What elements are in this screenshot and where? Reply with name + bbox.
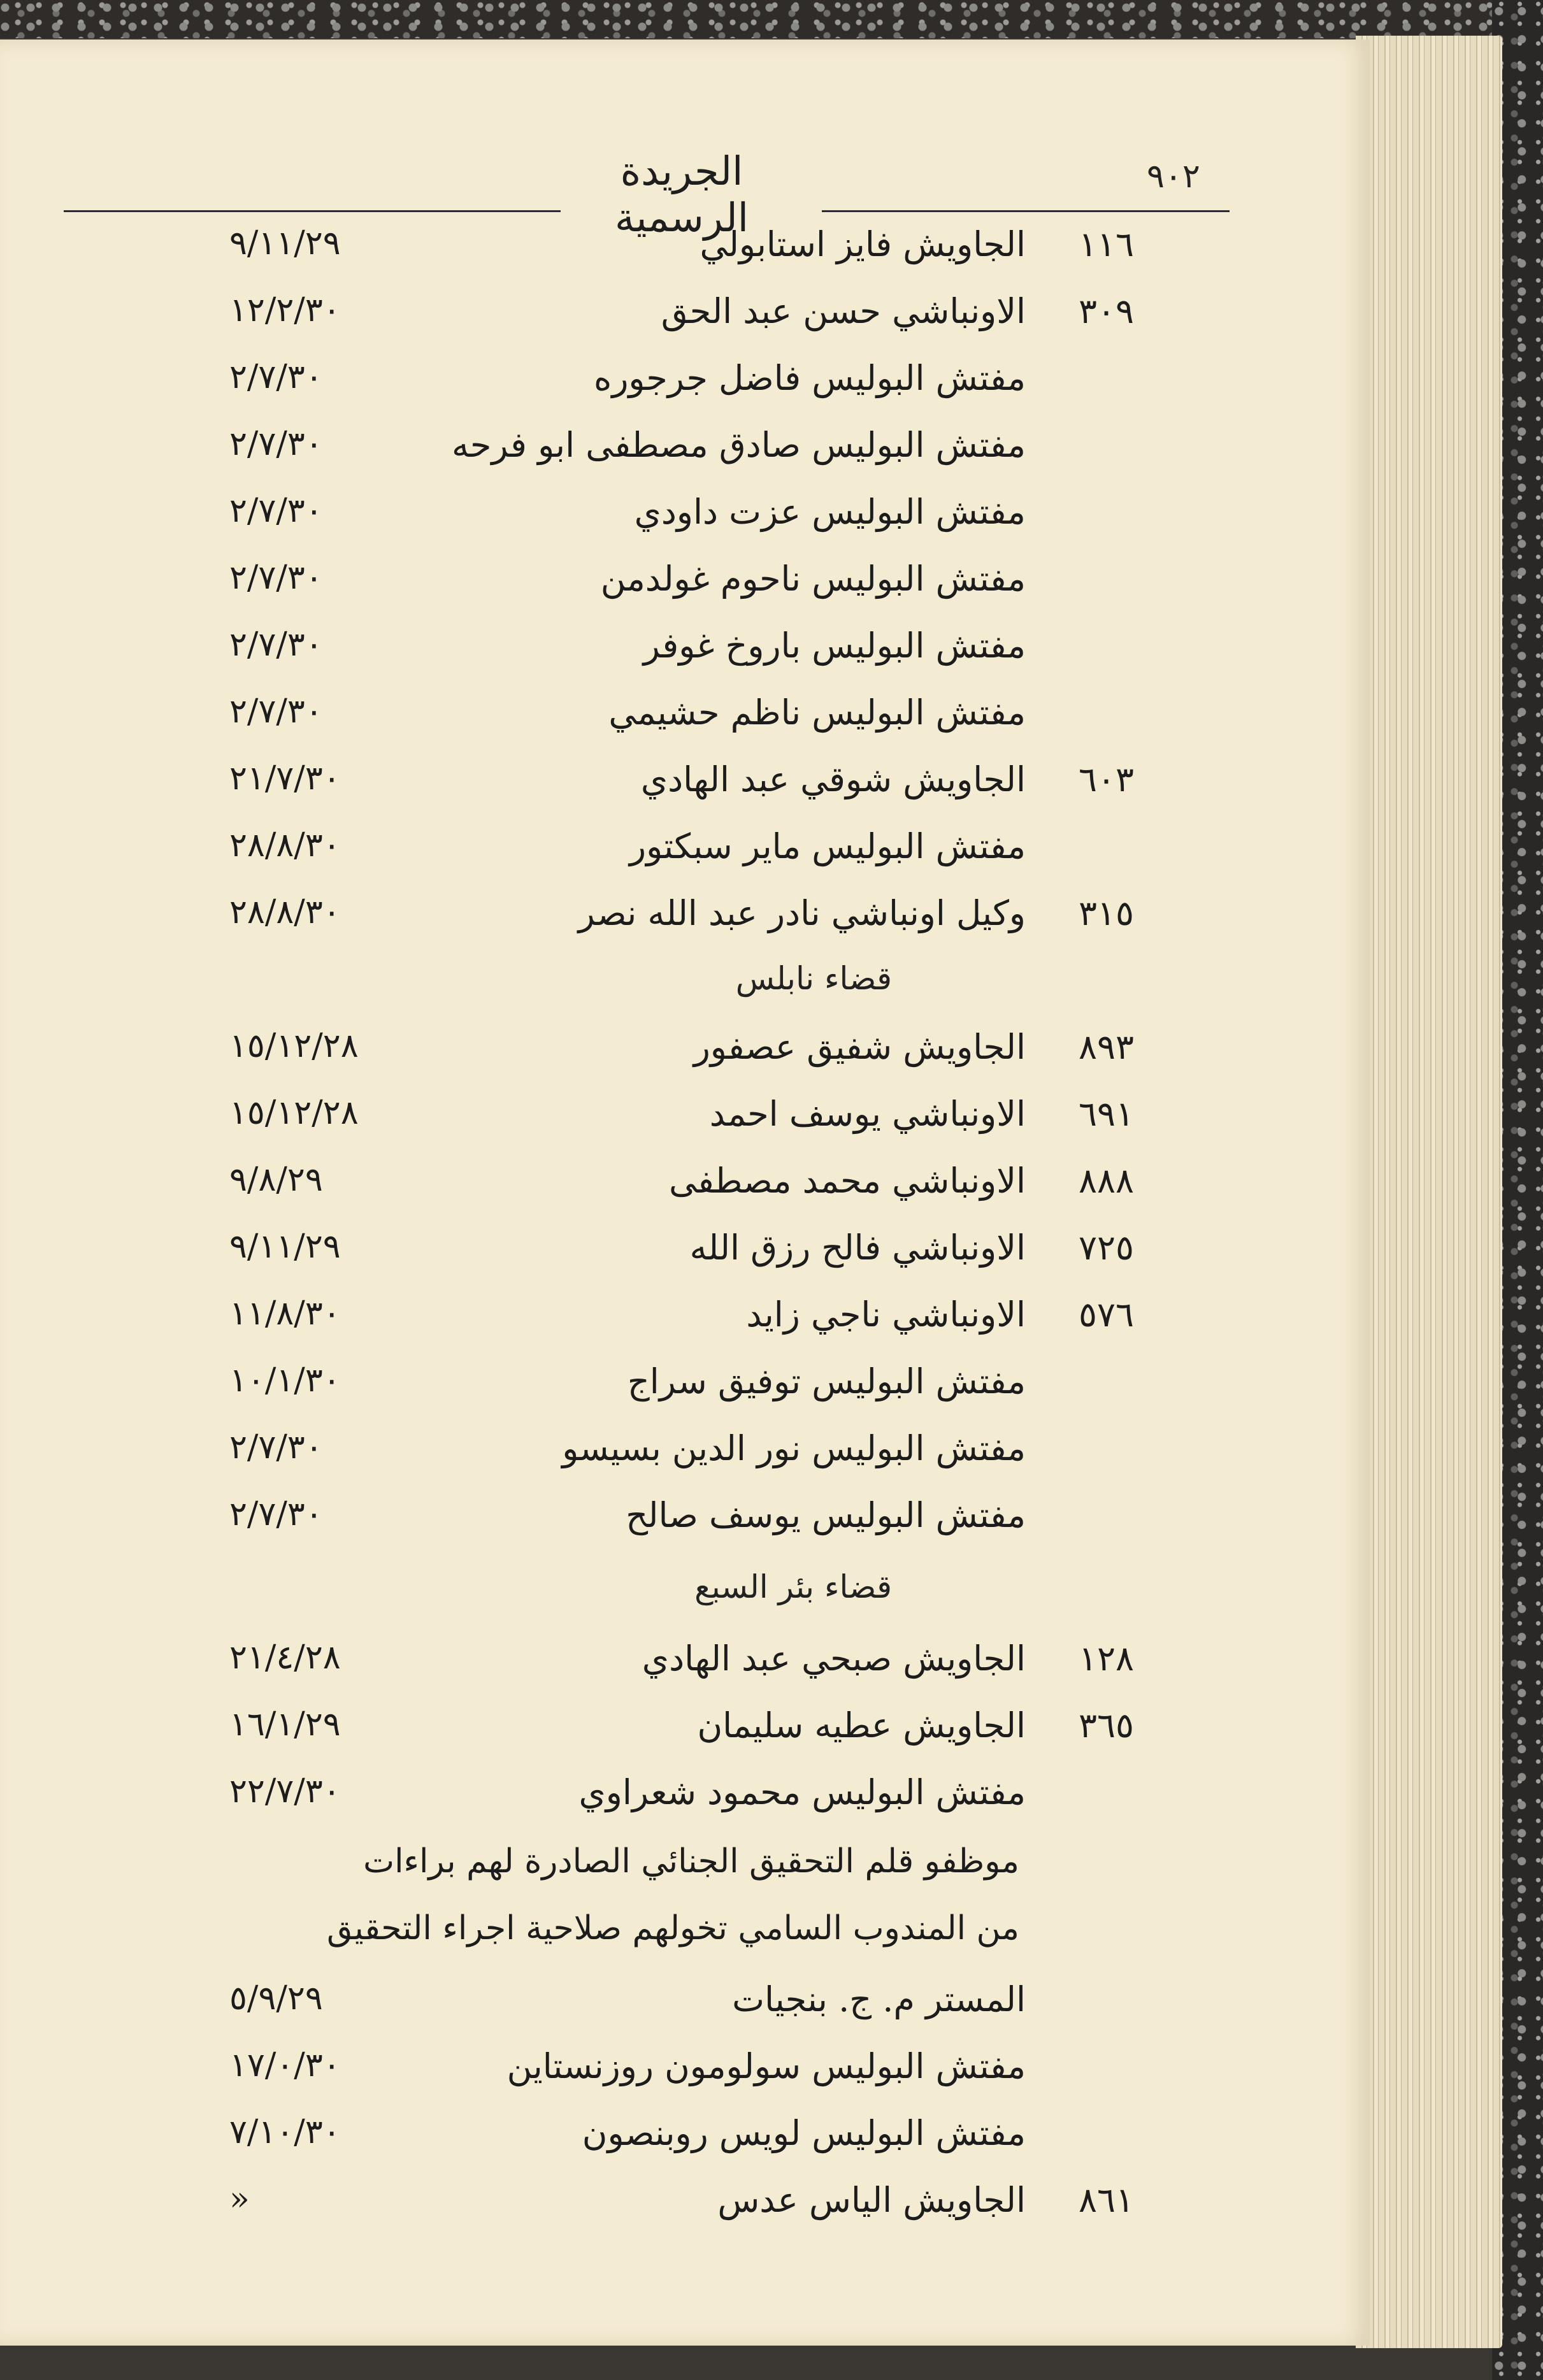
- entry-text: [497, 224, 1134, 264]
- entry-text: [497, 626, 1134, 666]
- entry-text: [452, 425, 1134, 465]
- section-title-nablus: قضاء نابلس: [735, 960, 892, 997]
- list-item: [191, 1228, 1134, 1285]
- note-line-1: موظفو قلم التحقيق الجنائي الصادرة لهم براءات: [363, 1842, 1019, 1881]
- entry-text: [497, 1638, 1134, 1679]
- entry-name: الاونباشي حسن عبد الحق: [661, 291, 1026, 331]
- entry-text: [497, 759, 1134, 799]
- entry-date: ٢/٧/٣٠: [229, 692, 323, 731]
- list-item: [191, 1161, 1134, 1218]
- entry-name: الاونباشي محمد مصطفى: [669, 1161, 1026, 1201]
- list-item: [191, 358, 1134, 415]
- entry-text: [497, 559, 1134, 599]
- entry-number: ٦٩١: [1078, 1094, 1134, 1134]
- entry-name: مفتش البوليس محمود شعراوي: [578, 1772, 1026, 1812]
- document-page: [0, 39, 1370, 2346]
- entry-name: الاونباشي ناجي زايد: [746, 1294, 1026, 1335]
- entry-date: «: [229, 2180, 250, 2218]
- entry-date: ٢/٧/٣٠: [229, 1428, 323, 1466]
- entry-text: [497, 1495, 1134, 1535]
- entry-date: ٢/٧/٣٠: [229, 626, 323, 664]
- list-item: [191, 1705, 1134, 1763]
- entry-text: [497, 1361, 1134, 1401]
- entry-date: ٩/٨/٢٩: [229, 1161, 323, 1199]
- entry-text: [497, 1428, 1134, 1468]
- entry-text: [497, 492, 1134, 532]
- list-item: [191, 626, 1134, 683]
- entry-date: ١٦/١/٢٩: [229, 1705, 341, 1744]
- entry-name: المستر م. ج. بنجيات: [732, 1979, 1026, 2019]
- list-item: [191, 1772, 1134, 1830]
- entry-date: ١٠/١/٣٠: [229, 1361, 341, 1400]
- list-item: [191, 1495, 1134, 1552]
- entry-date: ٢١/٤/٢٨: [229, 1638, 341, 1677]
- entry-date: ٢/٧/٣٠: [229, 559, 323, 597]
- entry-name: الجاويش فايز استابولي: [700, 224, 1026, 264]
- list-item: [191, 1294, 1134, 1352]
- entry-date: ١٧/٠/٣٠: [229, 2046, 341, 2084]
- list-item: [191, 1428, 1134, 1486]
- list-item: [191, 425, 1134, 482]
- list-item: [191, 291, 1134, 348]
- entry-number: ٨٩٣: [1078, 1027, 1134, 1067]
- list-item: [191, 759, 1134, 817]
- entry-name: مفتش البوليس لويس روبنصون: [582, 2113, 1026, 2153]
- entry-name: الجاويش شوقي عبد الهادي: [640, 759, 1026, 799]
- entry-date: ٩/١١/٢٩: [229, 1228, 341, 1266]
- list-item: [191, 1027, 1134, 1084]
- list-item: [191, 1361, 1134, 1419]
- list-item: [191, 826, 1134, 884]
- entry-text: [497, 1161, 1134, 1201]
- book-cover-top: [0, 0, 1543, 38]
- list-item: [191, 1979, 1134, 2037]
- entry-text: [497, 2180, 1134, 2220]
- entry-date: ٢٨/٨/٣٠: [229, 826, 341, 864]
- entry-name: الجاويش الياس عدس: [717, 2180, 1026, 2220]
- entry-text: [497, 1705, 1134, 1746]
- entry-name: الجاويش عطيه سليمان: [697, 1705, 1026, 1746]
- list-item: [191, 1638, 1134, 1696]
- entry-text: [497, 358, 1134, 398]
- entry-text: [497, 1294, 1134, 1335]
- entry-date: ١٥/١٢/٢٨: [229, 1027, 359, 1065]
- entry-number: ٨٨٨: [1078, 1161, 1134, 1201]
- entries-list: [0, 39, 1370, 2346]
- entry-date: ٢/٧/٣٠: [229, 1495, 323, 1533]
- entry-text: [497, 893, 1134, 933]
- entry-name: مفتش البوليس ماير سبكتور: [629, 826, 1026, 866]
- entry-text: [497, 1979, 1134, 2019]
- entry-name: الجاويش شفيق عصفور: [693, 1027, 1026, 1067]
- entry-name: وكيل اونباشي نادر عبد الله نصر: [578, 893, 1026, 933]
- entry-name: مفتش البوليس سولومون روزنستاين: [506, 2046, 1026, 2086]
- entry-text: [497, 1027, 1134, 1067]
- entry-name: مفتش البوليس يوسف صالح: [626, 1495, 1026, 1535]
- entry-name: الاونباشي فالح رزق الله: [689, 1228, 1026, 1268]
- list-item: [191, 559, 1134, 616]
- entry-name: مفتش البوليس عزت داودي: [634, 492, 1026, 532]
- entry-date: ٥/٩/٢٩: [229, 1979, 323, 2018]
- entry-name: مفتش البوليس توفيق سراج: [627, 1361, 1026, 1401]
- entry-date: ٢/٧/٣٠: [229, 492, 323, 530]
- entry-name: الاونباشي يوسف احمد: [709, 1094, 1026, 1134]
- entry-name: مفتش البوليس صادق مصطفى ابو فرحه: [452, 425, 1026, 465]
- note-line-2: من المندوب السامي تخولهم صلاحية اجراء التحقيق: [326, 1909, 1019, 1947]
- entry-date: ١٥/١٢/٢٨: [229, 1094, 359, 1132]
- page-number: ٩٠٢: [1147, 157, 1200, 196]
- entry-text: [497, 692, 1134, 733]
- entry-number: ٧٢٥: [1078, 1228, 1134, 1268]
- page-edges: [1356, 36, 1502, 2348]
- entry-name: مفتش البوليس ناحوم غولدمن: [600, 559, 1026, 599]
- entry-number: ٣٠٩: [1078, 291, 1134, 331]
- entry-number: ١٢٨: [1078, 1638, 1134, 1679]
- entry-number: ٨٦١: [1078, 2180, 1134, 2220]
- entry-text: [497, 1094, 1134, 1134]
- entry-text: [497, 2113, 1134, 2153]
- entry-date: ٢/٧/٣٠: [229, 358, 323, 396]
- list-item: [191, 492, 1134, 549]
- entry-date: ٢/٧/٣٠: [229, 425, 323, 463]
- entry-number: ١١٦: [1078, 224, 1134, 264]
- list-item: [191, 224, 1134, 282]
- entry-date: ٩/١١/٢٩: [229, 224, 341, 262]
- entry-number: ٥٧٦: [1078, 1294, 1134, 1335]
- entry-name: مفتش البوليس باروخ غوفر: [643, 626, 1026, 666]
- entry-name: مفتش البوليس ناظم حشيمي: [608, 692, 1026, 733]
- entry-date: ٧/١٠/٣٠: [229, 2113, 341, 2151]
- list-item: [191, 893, 1134, 950]
- entry-name: مفتش البوليس فاضل جرجوره: [594, 358, 1026, 398]
- entry-number: ٣١٥: [1078, 893, 1134, 933]
- entry-date: ١٢/٢/٣٠: [229, 291, 341, 329]
- entry-number: ٦٠٣: [1078, 759, 1134, 799]
- entry-name: مفتش البوليس نور الدين بسيسو: [562, 1428, 1026, 1468]
- list-item: [191, 2046, 1134, 2104]
- entry-date: ٢١/٧/٣٠: [229, 759, 341, 798]
- list-item: [191, 2113, 1134, 2170]
- entry-date: ٢٢/٧/٣٠: [229, 1772, 341, 1810]
- list-item: [191, 2180, 1134, 2237]
- entry-date: ٢٨/٨/٣٠: [229, 893, 341, 931]
- entry-number: ٣٦٥: [1078, 1705, 1134, 1746]
- entry-text: [497, 2046, 1134, 2086]
- entry-text: [497, 826, 1134, 866]
- list-item: [191, 692, 1134, 750]
- entry-name: الجاويش صبحي عبد الهادي: [642, 1638, 1026, 1679]
- entry-date: ١١/٨/٣٠: [229, 1294, 341, 1333]
- section-title-beersheba: قضاء بئر السبع: [694, 1568, 892, 1605]
- list-item: [191, 1094, 1134, 1151]
- entry-text: [497, 1772, 1134, 1812]
- entry-text: [497, 1228, 1134, 1268]
- journal-title: الجريدة الرسمية: [614, 148, 749, 241]
- entry-text: [497, 291, 1134, 331]
